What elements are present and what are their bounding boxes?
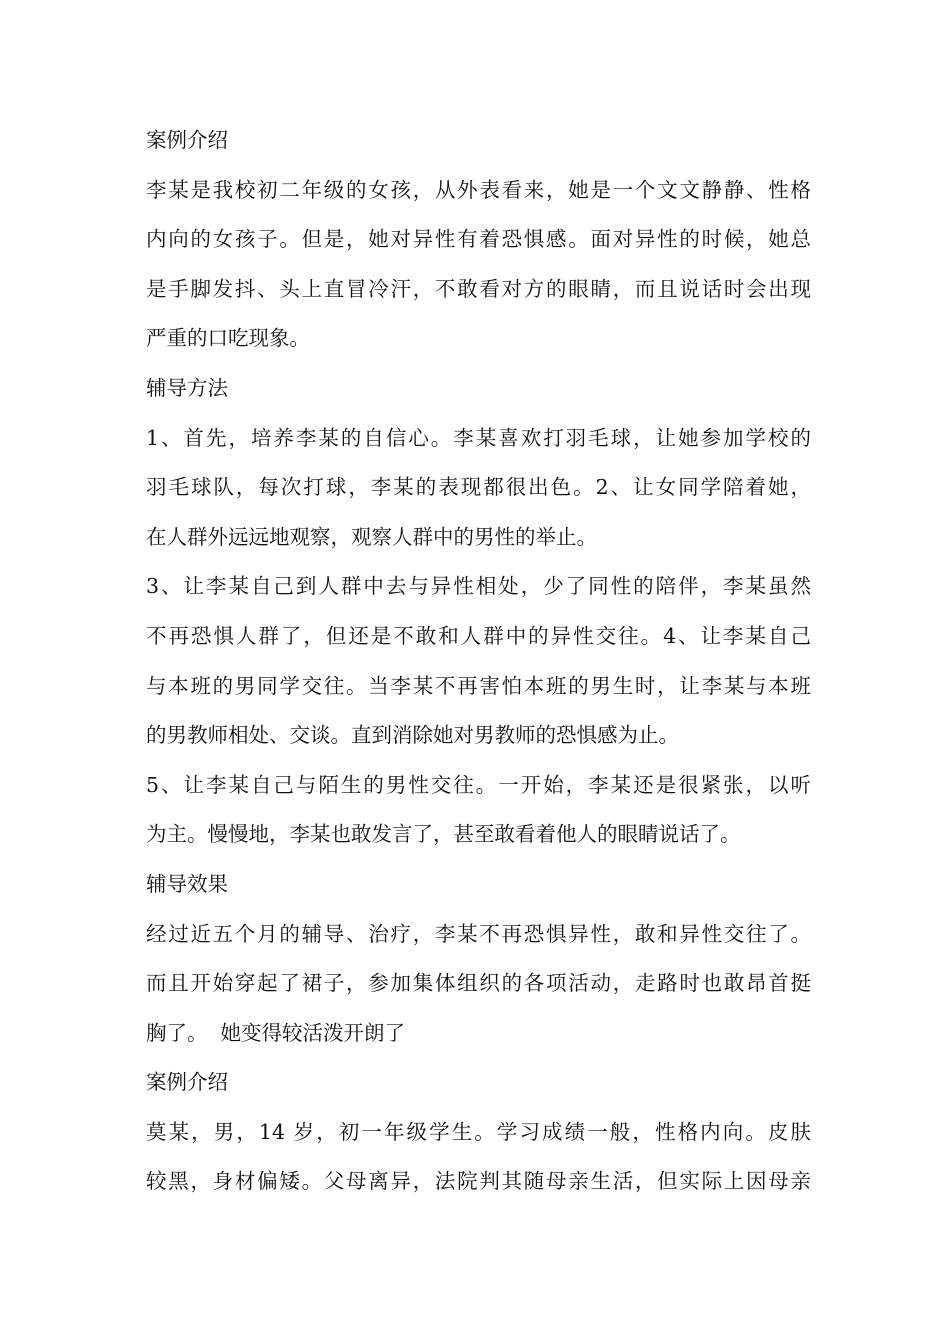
paragraph-line: 严重的口吃现象。	[146, 326, 310, 351]
paragraph-line: 5、让李某自己与陌生的男性交往。一开始，李某还是很紧张，以听	[146, 772, 811, 797]
paragraph-line: 在人群外远远地观察，观察人群中的男性的举止。	[146, 524, 597, 549]
paragraph-line: 而且开始穿起了裙子，参加集体组织的各项活动，走路时也敢昂首挺	[146, 971, 811, 996]
paragraph-line: 不再恐惧人群了，但还是不敢和人群中的异性交往。4、让李某自己	[146, 623, 811, 648]
document-page	[146, 116, 811, 1207]
paragraph-line: 与本班的男同学交往。当李某不再害怕本班的男生时，让李某与本班	[146, 673, 811, 698]
heading-methods: 辅导方法	[146, 375, 228, 400]
paragraph-line: 为主。慢慢地，李某也敢发言了，甚至敢看着他人的眼睛说话了。	[146, 822, 741, 847]
paragraph-line: 1、首先，培养李某的自信心。李某喜欢打羽毛球，让她参加学校的	[146, 425, 811, 450]
paragraph-line: 羽毛球队，每次打球，李某的表现都很出色。2、让女同学陪着她，	[146, 475, 811, 500]
paragraph-line: 是手脚发抖、头上直冒冷汗，不敢看对方的眼睛，而且说话时会出现	[146, 276, 811, 301]
heading-case-intro: 案例介绍	[146, 128, 228, 152]
paragraph-line: 经过近五个月的辅导、治疗，李某不再恐惧异性，敢和异性交往了。	[146, 921, 811, 946]
paragraph-line: 胸了。 她变得较活泼开朗了	[146, 1020, 406, 1045]
paragraph-line: 莫某，男，14 岁，初一年级学生。学习成绩一般，性格内向。皮肤	[146, 1119, 811, 1144]
heading-case-intro: 案例介绍	[146, 1070, 228, 1095]
paragraph-line: 3、让李某自己到人群中去与异性相处，少了同性的陪伴，李某虽然	[146, 574, 811, 599]
heading-effects: 辅导效果	[146, 871, 228, 896]
paragraph-line: 内向的女孩子。但是，她对异性有着恐惧感。面对异性的时候，她总	[146, 227, 811, 252]
paragraph-line: 较黑，身材偏矮。父母离异，法院判其随母亲生活，但实际上因母亲	[146, 1169, 811, 1194]
paragraph-line: 的男教师相处、交谈。直到消除她对男教师的恐惧感为止。	[146, 723, 679, 748]
paragraph-line: 李某是我校初二年级的女孩，从外表看来，她是一个文文静静、性格	[146, 177, 811, 202]
